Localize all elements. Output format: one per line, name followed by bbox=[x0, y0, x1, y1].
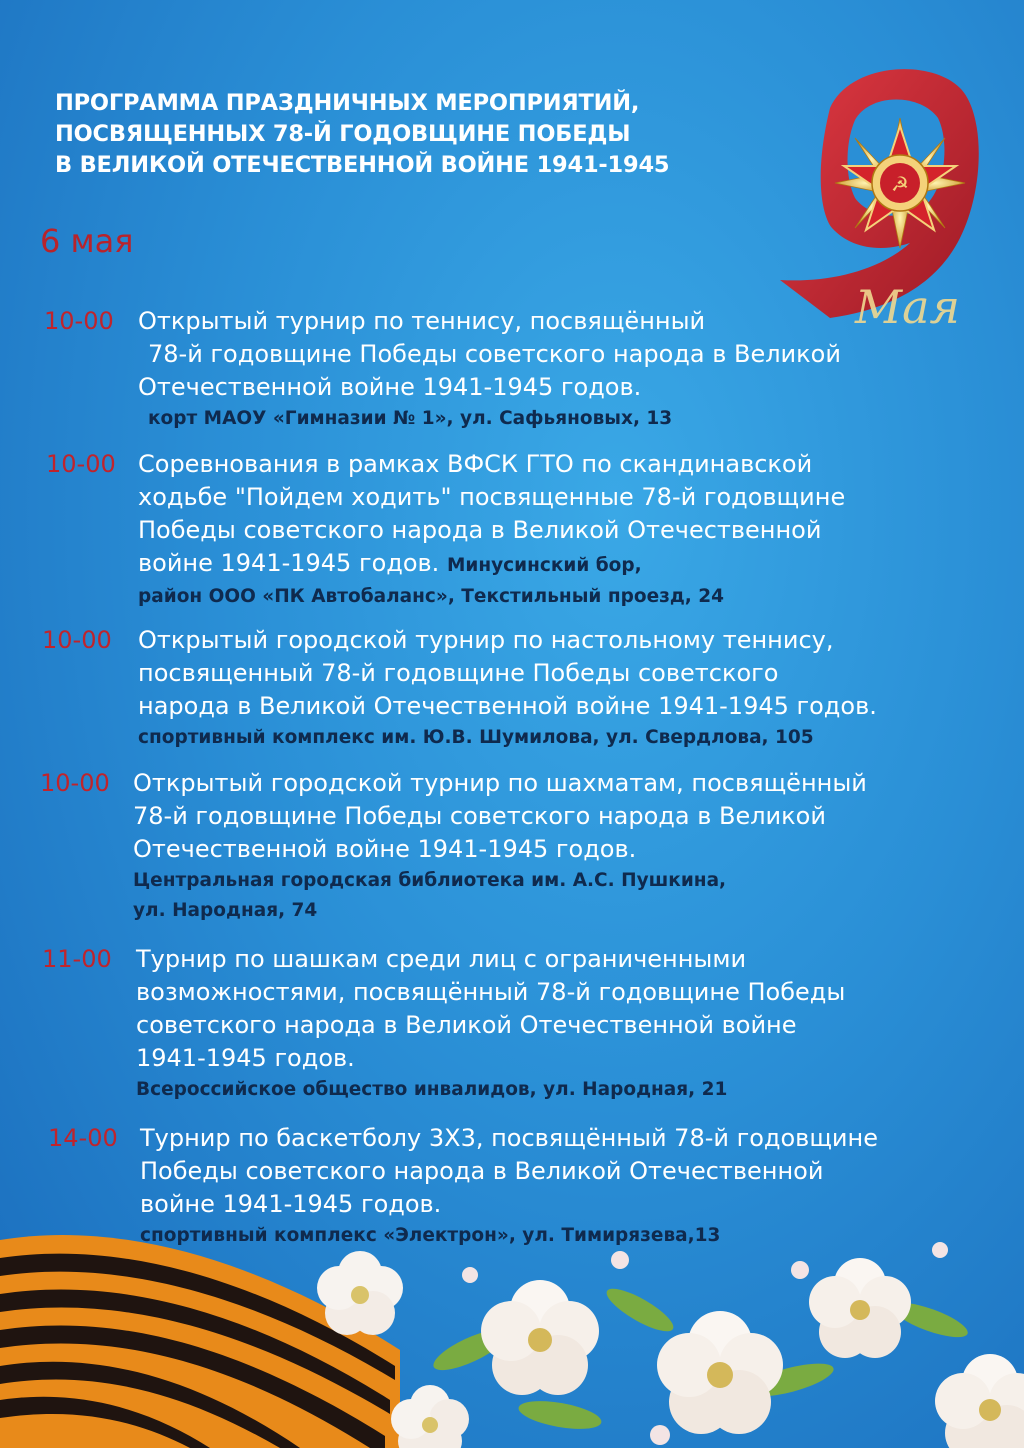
event-line: Победы советского народа в Великой Отечественной bbox=[140, 1157, 824, 1185]
victory-order-emblem bbox=[760, 48, 1000, 348]
event-line: Соревнования в рамках ВФСК ГТО по скандинавской bbox=[138, 450, 813, 478]
event-line: 78-й годовщине Победы советского народа в Великой bbox=[133, 802, 826, 830]
event-description bbox=[138, 624, 877, 753]
event-line: Открытый городской турнир по шахматам, посвящённый bbox=[133, 769, 867, 797]
event-line: Отечественной войне 1941-1945 годов. bbox=[138, 373, 642, 401]
event-line: возможностями, посвящённый 78-й годовщине Победы bbox=[136, 978, 846, 1006]
event-time: 11-00 bbox=[42, 945, 112, 973]
event-line: ходьбе "Пойдем ходить" посвященные 78-й годовщине bbox=[138, 483, 846, 511]
event-time: 14-00 bbox=[48, 1124, 118, 1152]
event-time: 10-00 bbox=[40, 769, 110, 797]
event-line: 1941-1945 годов. bbox=[136, 1044, 355, 1072]
title-line-2: ПОСВЯЩЕННЫХ 78-Й ГОДОВЩИНЕ ПОБЕДЫ bbox=[55, 121, 631, 147]
event-line: Открытый городской турнир по настольному теннису, bbox=[138, 626, 834, 654]
script-may-text: Мая bbox=[855, 280, 960, 334]
event-line: народа в Великой Отечественной войне 1941-1945 годов. bbox=[138, 692, 877, 720]
event-place: Всероссийское общество инвалидов, ул. Народная, 21 bbox=[136, 1079, 728, 1100]
event-description bbox=[136, 943, 845, 1105]
event-line: Турнир по баскетболу 3Х3, посвящённый 78-й годовщине bbox=[140, 1124, 878, 1152]
event-time: 10-00 bbox=[44, 307, 114, 335]
event-description bbox=[138, 448, 845, 612]
event-line: посвященный 78-й годовщине Победы советского bbox=[138, 659, 779, 687]
event-line: Открытый турнир по теннису, посвящённый bbox=[138, 307, 706, 335]
event-line: Турнир по шашкам среди лиц с ограниченными bbox=[136, 945, 747, 973]
title-line-1: ПРОГРАММА ПРАЗДНИЧНЫХ МЕРОПРИЯТИЙ, bbox=[55, 90, 640, 116]
event-place: район ООО «ПК Автобаланс», Текстильный проезд, 24 bbox=[138, 586, 725, 607]
event-description bbox=[133, 767, 867, 926]
event-place-inline: Минусинский бор, bbox=[446, 555, 642, 576]
event-place: корт МАОУ «Гимназии № 1», ул. Сафьяновых, 13 bbox=[148, 408, 673, 429]
event-place: спортивный комплекс им. Ю.В. Шумилова, ул. Свердлова, 105 bbox=[138, 727, 814, 748]
event-place: спортивный комплекс «Электрон», ул. Тимирязева,13 bbox=[140, 1225, 721, 1246]
svg-text:☭: ☭ bbox=[891, 172, 909, 196]
ribbon-and-blossoms-decoration bbox=[0, 1200, 1024, 1448]
event-line: Победы советского народа в Великой Отечественной bbox=[138, 516, 822, 544]
event-time: 10-00 bbox=[42, 626, 112, 654]
event-time: 10-00 bbox=[46, 450, 116, 478]
event-line: 78-й годовщине Победы советского народа в Великой bbox=[148, 340, 841, 368]
event-line: советского народа в Великой Отечественной войне bbox=[136, 1011, 797, 1039]
event-place: ул. Народная, 74 bbox=[133, 900, 318, 921]
title-line-3: В ВЕЛИКОЙ ОТЕЧЕСТВЕННОЙ ВОЙНЕ 1941-1945 bbox=[55, 152, 670, 178]
event-place: Центральная городская библиотека им. А.С. Пушкина, bbox=[133, 870, 727, 891]
apple-blossom-flowers bbox=[317, 1242, 1024, 1448]
event-line: войне 1941-1945 годов. bbox=[140, 1190, 442, 1218]
event-date: 6 мая bbox=[40, 222, 134, 260]
event-description bbox=[138, 305, 841, 434]
event-line: Отечественной войне 1941-1945 годов. bbox=[133, 835, 637, 863]
event-line: войне 1941-1945 годов. bbox=[138, 549, 440, 577]
program-title bbox=[55, 88, 775, 181]
